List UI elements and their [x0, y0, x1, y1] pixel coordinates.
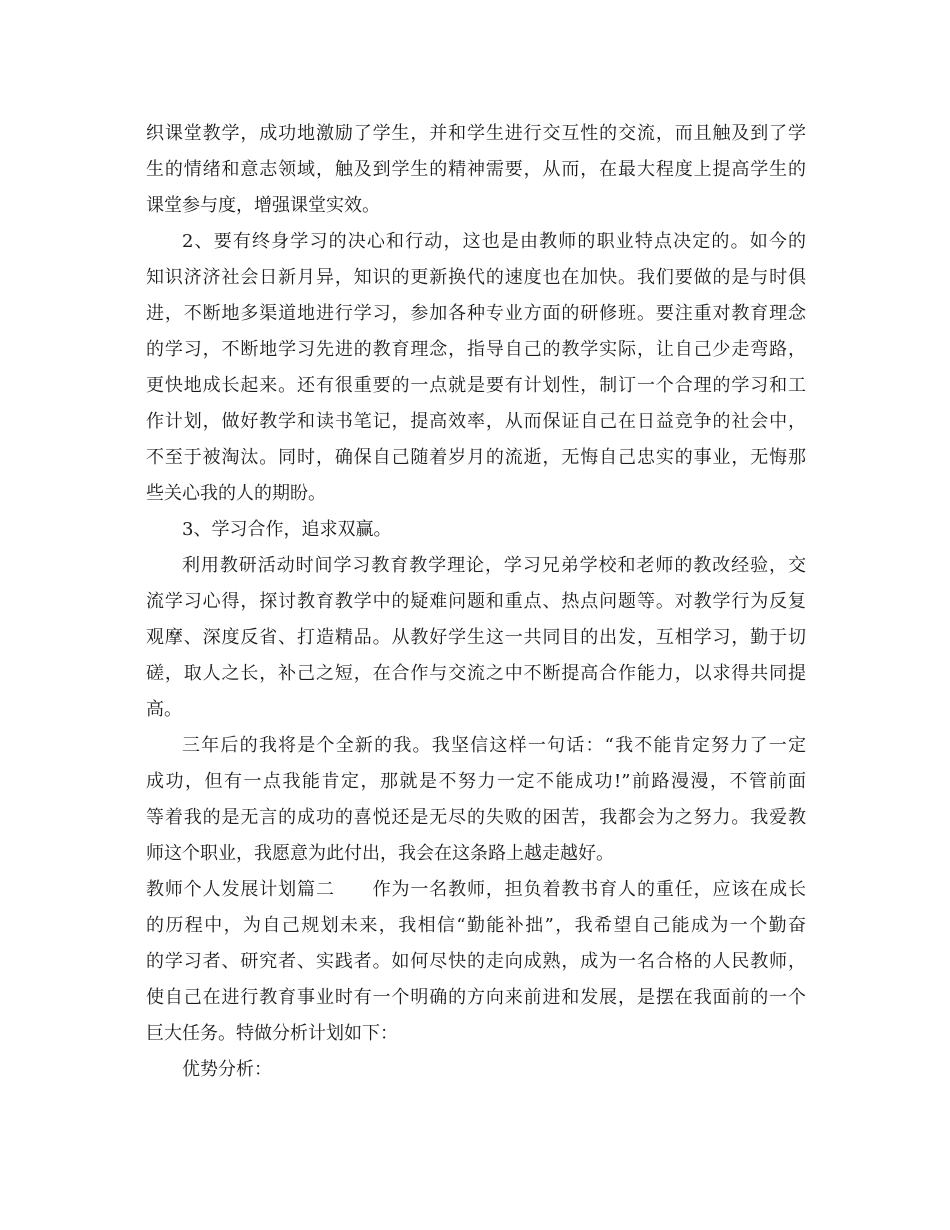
text-line: 课堂参与度，增强课堂实效。: [146, 195, 380, 216]
text-line: 的学习，不断地学习先进的教育理念，指导自己的教学实际，让自己少走弯路，: [146, 339, 806, 360]
text-line: 观摩、深度反省、打造精品。从教好学生这一共同目的出发，互相学习，勤于切: [146, 627, 806, 648]
text-line: 等着我的是无言的成功的喜悦还是无尽的失败的困苦，我都会为之努力。我爱教: [146, 807, 806, 828]
text-line: 些关心我的人的期盼。: [146, 483, 326, 504]
text-line: 流学习心得，探讨教育教学中的疑难问题和重点、热点问题等。对教学行为反复: [146, 591, 806, 612]
text-line: 巨大任务。特做分析计划如下：: [146, 1023, 398, 1044]
text-line: 高。: [146, 699, 182, 720]
text-line: 知识济济社会日新月异，知识的更新换代的速度也在加快。我们要做的是与时俱: [146, 267, 806, 288]
text-line: 的学习者、研究者、实践者。如何尽快的走向成熟，成为一名合格的人民教师，: [146, 951, 806, 972]
text-line: 利用教研活动时间学习教育教学理论，学习兄弟学校和老师的教改经验，交: [182, 555, 806, 576]
text-line: 2、要有终身学习的决心和行动，这也是由教师的职业特点决定的。如今的: [182, 231, 806, 252]
text-line: 磋，取人之长，补己之短，在合作与交流之中不断提高合作能力，以求得共同提: [146, 663, 806, 684]
section-heading-line: 教师个人发展计划篇二 作为一名教师，担负着教书育人的重任，应该在成长: [146, 879, 806, 900]
text-line: 3、学习合作，追求双赢。: [182, 519, 392, 540]
text-line: 使自己在进行教育事业时有一个明确的方向来前进和发展，是摆在我面前的一个: [146, 987, 806, 1008]
text-line: 作计划，做好教学和读书笔记，提高效率，从而保证自己在日益竞争的社会中，: [146, 411, 806, 432]
text-line: 成功，但有一点我能肯定，那就是不努力一定不能成功!”前路漫漫，不管前面: [146, 771, 806, 792]
text-line: 三年后的我将是个全新的我。我坚信这样一句话：“我不能肯定努力了一定: [182, 735, 806, 756]
text-line: 不至于被淘汰。同时，确保自己随着岁月的流逝，无悔自己忠实的事业，无悔那: [146, 447, 806, 468]
text-line: 师这个职业，我愿意为此付出，我会在这条路上越走越好。: [146, 843, 614, 864]
text-line: 更快地成长起来。还有很重要的一点就是要有计划性，制订一个合理的学习和工: [146, 375, 806, 396]
text-line: 生的情绪和意志领域，触及到学生的精神需要，从而，在最大程度上提高学生的: [146, 159, 806, 180]
text-line: 织课堂教学，成功地激励了学生，并和学生进行交互性的交流，而且触及到了学: [146, 123, 806, 144]
text-line: 进，不断地多渠道地进行学习，参加各种专业方面的研修班。要注重对教育理念: [146, 303, 806, 324]
subheading-line: 优势分析：: [182, 1059, 272, 1080]
text-line: 的历程中，为自己规划未来，我相信“勤能补拙”，我希望自己能成为一个勤奋: [146, 915, 806, 936]
